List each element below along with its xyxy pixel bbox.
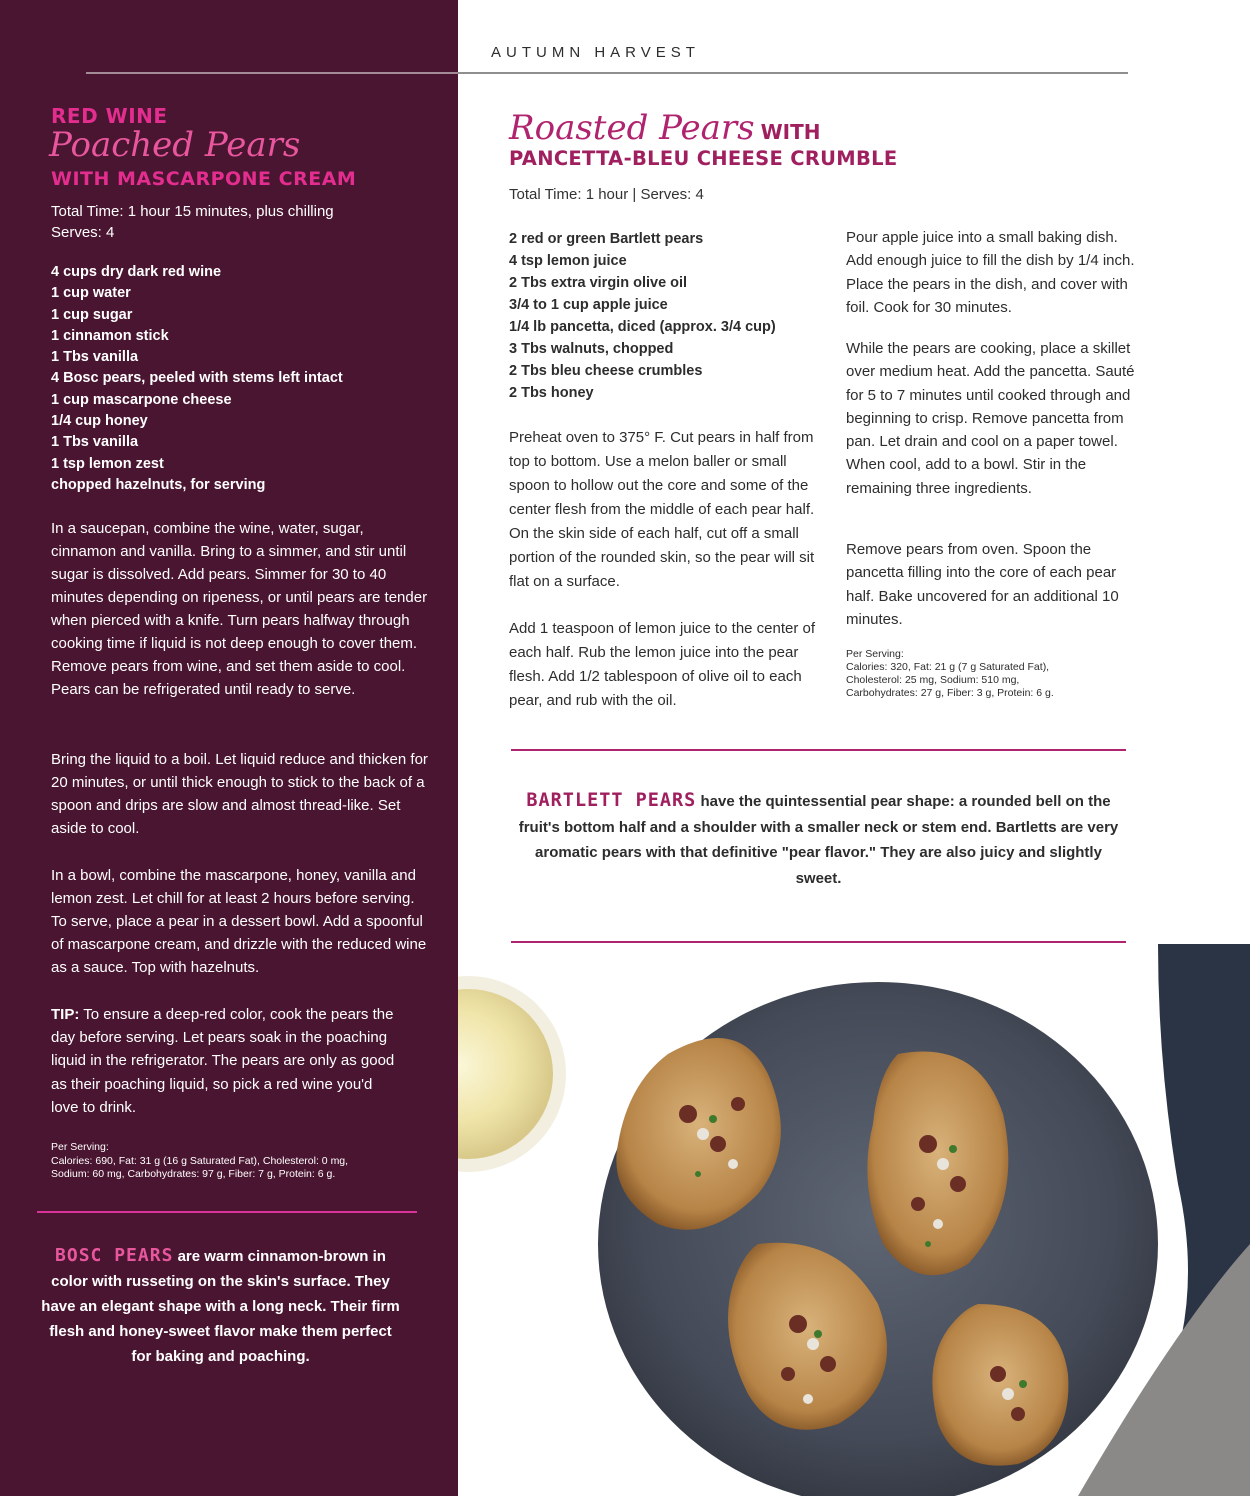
- roasted-step-3: Pour apple juice into a small baking dish. Add enough juice to fill the dish by 1/4 inch. Place the pears in the dish, and cover with foil. Cook for 30 minutes.: [846, 229, 1135, 316]
- poached-nutrition: [51, 1141, 391, 1182]
- header-divider: [458, 72, 1128, 74]
- ingredient-item: 1 cup mascarpone cheese: [51, 391, 232, 408]
- roasted-title-with: WITH: [760, 120, 821, 144]
- bosc-note-text: are warm cinnamon-brown in color with russeting on the skin's surface. They have an elegant shape with a long neck. Their firm flesh and honey-sweet flavor make them perfect for baking and poaching.: [41, 1248, 400, 1365]
- ingredient-item: 2 red or green Bartlett pears: [509, 231, 704, 247]
- roasted-nutrition: [846, 648, 1136, 700]
- tip-label: TIP:: [51, 1006, 80, 1023]
- ingredient-item: 4 cups dry dark red wine: [51, 264, 222, 280]
- ingredient-item: 1 Tbs vanilla: [51, 434, 139, 451]
- roasted-step-1: Preheat oven to 375° F. Cut pears in half from top to bottom. Use a melon baller or small spoon to hollow out the core and some of the center flesh from the middle of each pear half. On the skin side of each half, cut off a small portion of the rounded skin, so the pear will sit flat on a surface.: [509, 429, 815, 590]
- poached-title-script: Poached Pears: [49, 125, 301, 165]
- nutrition-line: Cholesterol: 25 mg, Sodium: 510 mg,: [846, 674, 1020, 686]
- poached-ingredients: [51, 262, 343, 496]
- poached-title-line1: RED WINE: [51, 104, 168, 128]
- ingredient-item: 2 Tbs honey: [509, 385, 594, 401]
- roasted-title-line2: PANCETTA-BLEU CHEESE CRUMBLE: [509, 147, 898, 170]
- roasted-title-script: Roasted Pears: [509, 108, 755, 148]
- nutrition-line: Sodium: 60 mg, Carbohydrates: 97 g, Fiber: 7 g, Protein: 6 g.: [51, 1168, 336, 1180]
- ingredient-item: chopped hazelnuts, for serving: [51, 476, 266, 493]
- bartlett-highlight: BARTLETT PEARS: [526, 790, 697, 811]
- section-title: AUTUMN HARVEST: [491, 44, 700, 61]
- ingredient-item: 1 Tbs vanilla: [51, 349, 139, 366]
- poached-total-time: Total Time: 1 hour 15 minutes, plus chilling: [51, 203, 334, 220]
- poached-tip: [51, 1003, 396, 1119]
- ingredient-item: 1 cup water: [51, 285, 131, 302]
- tip-text: To ensure a deep-red color, cook the pears the day before serving. Let pears soak in the poaching liquid in the refrigerator. The pears are only as good as their poaching liquid, so pick a red wine you'd love to drink.: [51, 1006, 395, 1116]
- poached-step-1: In a saucepan, combine the wine, water, sugar, cinnamon and vanilla. Bring to a simmer, and stir until sugar is dissolved. Add pears. Simmer for 30 to 40 minutes depending on ripeness, or until pears are tender when pierced with a knife. Turn pears halfway through cooking time if liquid is not deep enough to cover them. Remove pears from wine, and set them aside to cool. Pears can be refrigerated until ready to serve.: [51, 520, 428, 698]
- photo-illustration: [458, 944, 1250, 1496]
- bosc-pears-note: [38, 1243, 403, 1369]
- poached-step-3: In a bowl, combine the mascarpone, honey, vanilla and lemon zest. Let chill for at least 2 hours before serving. To serve, place a pear in a dessert bowl. Add a spoonful of mascarpone cream, and drizzle with the reduced wine as a sauce. Top with hazelnuts.: [51, 867, 427, 976]
- top-divider: [86, 72, 458, 74]
- ingredient-item: 3 Tbs walnuts, chopped: [509, 341, 674, 357]
- nutrition-label: Per Serving:: [846, 648, 904, 660]
- ingredient-item: 3/4 to 1 cup apple juice: [509, 297, 668, 313]
- bartlett-pears-note: [511, 788, 1126, 891]
- roasted-step-4: While the pears are cooking, place a skillet over medium heat. Add the pancetta. Sauté for 5 to 7 minutes until cooked through and beginning to crisp. Remove pancetta from pan. Let drain and cool on a paper towel. When cool, add to a bowl. Stir in the remaining three ingredients.: [846, 340, 1135, 497]
- roasted-pears-photo: [458, 944, 1250, 1496]
- poached-title-line3: WITH MASCARPONE CREAM: [51, 168, 357, 190]
- bartlett-divider-bottom: [511, 941, 1126, 943]
- ingredient-item: 1 cinnamon stick: [51, 327, 169, 344]
- roasted-meta: Total Time: 1 hour | Serves: 4: [509, 186, 704, 203]
- ingredient-item: 1/4 lb pancetta, diced (approx. 3/4 cup): [509, 319, 776, 335]
- bartlett-divider-top: [511, 749, 1126, 751]
- ingredient-item: 2 Tbs bleu cheese crumbles: [509, 363, 703, 379]
- bosc-divider: [37, 1211, 417, 1213]
- poached-serves: Serves: 4: [51, 224, 115, 241]
- ingredient-item: 4 tsp lemon juice: [509, 253, 627, 269]
- roasted-step-5: Remove pears from oven. Spoon the pancetta filling into the core of each pear half. Bake uncovered for an additional 10 minutes.: [846, 541, 1119, 628]
- ingredient-item: 2 Tbs extra virgin olive oil: [509, 275, 688, 291]
- ingredient-item: 1 cup sugar: [51, 306, 133, 323]
- poached-meta: [51, 201, 334, 243]
- ingredient-item: 1 tsp lemon zest: [51, 455, 164, 472]
- poached-step-2: Bring the liquid to a boil. Let liquid reduce and thicken for 20 minutes, or until thick enough to stick to the back of a spoon and drips are slow and almost thread-like. Set aside to cool.: [51, 751, 428, 837]
- nutrition-line: Calories: 320, Fat: 21 g (7 g Saturated Fat),: [846, 661, 1050, 673]
- roasted-step-2: Add 1 teaspoon of lemon juice to the center of each half. Rub the lemon juice into the pear flesh. Add 1/2 tablespoon of olive oil to each pear, and rub with the oil.: [509, 620, 816, 709]
- nutrition-label: Per Serving:: [51, 1141, 109, 1153]
- nutrition-line: Calories: 690, Fat: 31 g (16 g Saturated Fat), Cholesterol: 0 mg,: [51, 1154, 349, 1167]
- ingredient-item: 4 Bosc pears, peeled with stems left intact: [51, 370, 343, 387]
- roasted-title: [509, 108, 820, 148]
- bartlett-note-text: have the quintessential pear shape: a rounded bell on the fruit's bottom half and a shoulder with a smaller neck or stem end. Bartletts are very aromatic pears with that definitive "pear flavor." They are also juicy and slightly sweet.: [518, 793, 1119, 887]
- roasted-ingredients: [509, 228, 776, 404]
- nutrition-line: Carbohydrates: 27 g, Fiber: 3 g, Protein: 6 g.: [846, 687, 1054, 699]
- ingredient-item: 1/4 cup honey: [51, 413, 148, 430]
- left-recipe-panel: [0, 0, 458, 1496]
- bosc-highlight: BOSC PEARS: [55, 1245, 174, 1266]
